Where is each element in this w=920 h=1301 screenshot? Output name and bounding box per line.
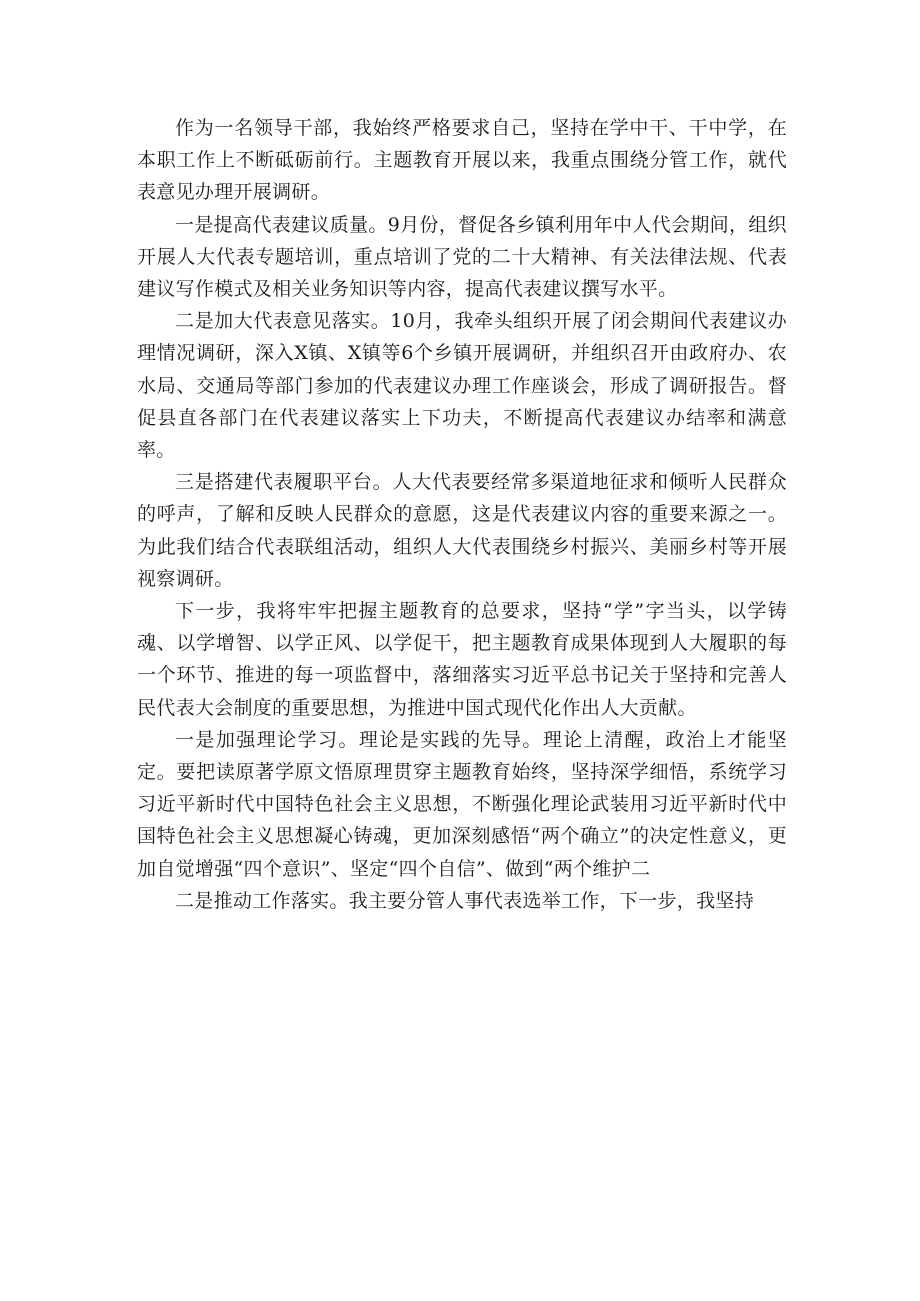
paragraph-intro: 作为一名领导干部，我始终严格要求自己，坚持在学中干、干中学，在本职工作上不断砥砺前行。主题教育开展以来，我重点围绕分管工作，就代表意见办理开展调研。 xyxy=(137,117,787,204)
paragraph-point-2: 二是加大代表意见落实。10月，我牵头组织开展了闭会期间代表建议办理情况调研，深入X镇、X镇等6个乡镇开展调研，并组织召开由政府办、农水局、交通局等部门参加的代表建议办理工作座谈会，形成了调研报告。督促县直各部门在代表建议落实上下功夫，不断提高代表建议办结率和满意率。 xyxy=(137,310,787,462)
paragraph-point-1: 一是提高代表建议质量。9月份，督促各乡镇利用年中人代会期间，组织开展人大代表专题培训，重点培训了党的二十大精神、有关法律法规、代表建议写作模式及相关业务知识等内容，提高代表建议撰写水平。 xyxy=(137,213,787,301)
paragraph-next-1: 一是加强理论学习。理论是实践的先导。理论上清醒，政治上才能坚定。要把读原著学原文悟原理贯穿主题教育始终，坚持深学细悟，系统学习习近平新时代中国特色社会主义思想，不断强化理论武装用习近平新时代中国特色社会主义思想凝心铸魂，更加深刻感悟“两个确立”的决定性意义，更加自觉增强“四个意识”、坚定“四个自信”、做到“两个维护二 xyxy=(137,728,787,880)
document-body xyxy=(137,112,787,917)
paragraph-next-2: 二是推动工作落实。我主要分管人事代表选举工作，下一步，我坚持 xyxy=(175,889,755,912)
paragraph-next-step: 下一步，我将牢牢把握主题教育的总要求，坚持“学”字当头，以学铸魂、以学增智、以学正风、以学促干，把主题教育成果体现到人大履职的每一个环节、推进的每一项监督中，落细落实习近平总书记关于坚持和完善人民代表大会制度的重要思想，为推进中国式现代化作出人大贡献。 xyxy=(137,600,787,719)
paragraph-point-3: 三是搭建代表履职平台。人大代表要经常多渠道地征求和倾听人民群众的呼声，了解和反映人民群众的意愿，这是代表建议内容的重要来源之一。为此我们结合代表联组活动，组织人大代表围绕乡村振兴、美丽乡村等开展视察调研。 xyxy=(137,471,787,590)
